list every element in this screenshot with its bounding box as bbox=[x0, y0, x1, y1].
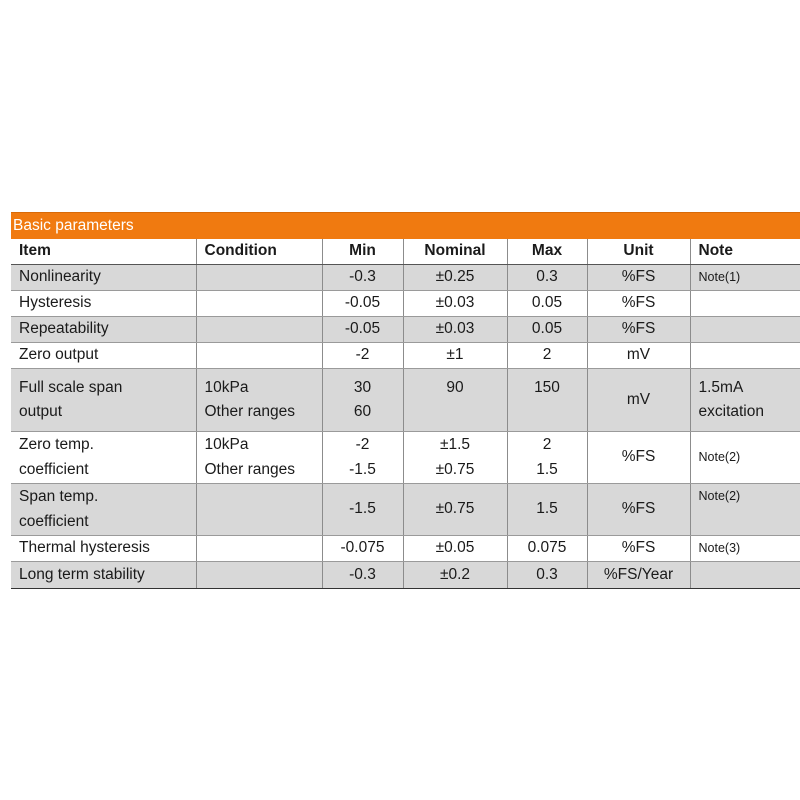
cell-item bbox=[11, 291, 196, 317]
cell-text: coefficient bbox=[19, 460, 89, 478]
cell-text: 2 bbox=[542, 346, 552, 364]
cell-text: ±1.5 bbox=[439, 436, 471, 453]
cell-max bbox=[507, 369, 587, 432]
cell-text: -2 bbox=[355, 436, 370, 453]
cell-text: mV bbox=[626, 390, 651, 408]
cell-text: ±0.25 bbox=[435, 268, 475, 286]
parameters-table bbox=[11, 239, 800, 589]
cell-unit bbox=[587, 317, 690, 343]
cell-text: 90 bbox=[446, 378, 464, 396]
cell-text: Other ranges bbox=[204, 403, 295, 420]
cell-text: Full scale span bbox=[19, 378, 123, 396]
cell-note bbox=[690, 291, 800, 317]
cell-unit bbox=[587, 536, 690, 562]
cell-text: ±0.75 bbox=[435, 500, 475, 518]
cell-condition bbox=[196, 432, 322, 484]
cell-text: 0.3 bbox=[536, 565, 558, 583]
cell-text: ±1 bbox=[446, 346, 464, 364]
cell-text: -0.05 bbox=[344, 294, 381, 312]
cell-condition bbox=[196, 317, 322, 343]
cell-text: 1.5 bbox=[536, 500, 558, 518]
cell-unit bbox=[587, 432, 690, 484]
cell-text: 2 bbox=[542, 436, 552, 453]
cell-item bbox=[11, 484, 196, 536]
cell-item bbox=[11, 536, 196, 562]
cell-text: 1.5 bbox=[536, 460, 558, 478]
cell-max bbox=[507, 265, 587, 291]
header-nominal: Nominal bbox=[403, 239, 507, 265]
cell-nominal bbox=[403, 432, 507, 484]
cell-text: output bbox=[19, 403, 63, 420]
cell-condition bbox=[196, 562, 322, 589]
cell-condition bbox=[196, 536, 322, 562]
cell-max bbox=[507, 432, 587, 484]
cell-item bbox=[11, 369, 196, 432]
cell-text: Zero output bbox=[19, 346, 99, 364]
header-note: Note bbox=[690, 239, 800, 265]
cell-max bbox=[507, 291, 587, 317]
cell-text: ±0.75 bbox=[435, 460, 475, 478]
table-row bbox=[11, 432, 800, 484]
cell-condition bbox=[196, 291, 322, 317]
cell-min bbox=[322, 536, 403, 562]
cell-text bbox=[508, 400, 587, 425]
cell-unit bbox=[587, 291, 690, 317]
header-condition: Condition bbox=[196, 239, 322, 265]
cell-max bbox=[507, 536, 587, 562]
cell-text: 1.5mA bbox=[698, 378, 744, 396]
cell-unit bbox=[587, 265, 690, 291]
basic-parameters-panel bbox=[11, 212, 800, 589]
cell-text: ±0.2 bbox=[439, 565, 471, 583]
cell-text: 0.3 bbox=[536, 268, 558, 286]
cell-nominal bbox=[403, 484, 507, 536]
header-unit: Unit bbox=[587, 239, 690, 265]
cell-text: %FS bbox=[621, 320, 656, 338]
cell-text: 30 bbox=[353, 378, 372, 396]
cell-text: -0.05 bbox=[344, 320, 381, 338]
cell-unit bbox=[587, 343, 690, 369]
cell-text: Note(2) bbox=[698, 450, 741, 465]
cell-note bbox=[690, 484, 800, 536]
cell-text: Long term stability bbox=[19, 565, 145, 583]
cell-text: -1.5 bbox=[349, 500, 376, 518]
cell-nominal bbox=[403, 317, 507, 343]
cell-text: Span temp. bbox=[19, 488, 99, 505]
cell-text: -0.075 bbox=[340, 539, 385, 557]
cell-note bbox=[690, 317, 800, 343]
table-row bbox=[11, 343, 800, 369]
cell-max bbox=[507, 343, 587, 369]
cell-item bbox=[11, 562, 196, 589]
cell-min bbox=[322, 291, 403, 317]
table-row bbox=[11, 536, 800, 562]
cell-text: %FS bbox=[621, 294, 656, 312]
cell-item bbox=[11, 343, 196, 369]
header-item: Item bbox=[11, 239, 196, 265]
cell-nominal bbox=[403, 562, 507, 589]
cell-text: Note(3) bbox=[698, 541, 741, 556]
cell-item bbox=[11, 265, 196, 291]
cell-unit bbox=[587, 562, 690, 589]
cell-max bbox=[507, 562, 587, 589]
cell-text: -0.3 bbox=[349, 565, 376, 583]
cell-note bbox=[690, 265, 800, 291]
cell-text: Zero temp. bbox=[19, 436, 94, 453]
cell-text: %FS/Year bbox=[603, 565, 674, 583]
cell-item bbox=[11, 317, 196, 343]
cell-nominal bbox=[403, 291, 507, 317]
cell-note bbox=[690, 369, 800, 432]
cell-text: ±0.05 bbox=[435, 539, 475, 557]
cell-text: Note(1) bbox=[698, 270, 741, 285]
cell-max bbox=[507, 484, 587, 536]
table-row bbox=[11, 369, 800, 432]
cell-min bbox=[322, 317, 403, 343]
cell-text: Repeatability bbox=[19, 320, 109, 338]
cell-text: excitation bbox=[698, 403, 764, 420]
cell-text: ±0.03 bbox=[435, 294, 475, 312]
cell-text: ±0.03 bbox=[435, 320, 475, 338]
header-min: Min bbox=[322, 239, 403, 265]
table-row bbox=[11, 265, 800, 291]
cell-text: %FS bbox=[621, 500, 656, 518]
cell-min bbox=[322, 343, 403, 369]
cell-text: Nonlinearity bbox=[19, 268, 101, 286]
cell-text: coefficient bbox=[19, 512, 89, 530]
cell-note bbox=[690, 562, 800, 589]
cell-nominal bbox=[403, 265, 507, 291]
cell-text: 0.05 bbox=[531, 294, 563, 312]
cell-text: 60 bbox=[353, 403, 372, 420]
cell-min bbox=[322, 369, 403, 432]
cell-min bbox=[322, 432, 403, 484]
cell-text: Note(2) bbox=[698, 489, 741, 503]
cell-note bbox=[690, 432, 800, 484]
cell-text: mV bbox=[626, 346, 651, 364]
cell-condition bbox=[196, 369, 322, 432]
cell-note bbox=[690, 536, 800, 562]
cell-text: Thermal hysteresis bbox=[19, 539, 150, 557]
cell-condition bbox=[196, 265, 322, 291]
table-row bbox=[11, 562, 800, 589]
cell-min bbox=[322, 265, 403, 291]
cell-text: %FS bbox=[621, 539, 656, 557]
cell-text: -0.3 bbox=[349, 268, 376, 286]
cell-text: Hysteresis bbox=[19, 294, 92, 312]
table-row bbox=[11, 317, 800, 343]
cell-nominal bbox=[403, 369, 507, 432]
cell-note bbox=[690, 343, 800, 369]
cell-text: 10kPa bbox=[204, 378, 249, 396]
cell-max bbox=[507, 317, 587, 343]
cell-condition bbox=[196, 484, 322, 536]
table-header-row bbox=[11, 239, 800, 265]
cell-text: -1.5 bbox=[349, 460, 376, 478]
cell-item bbox=[11, 432, 196, 484]
cell-text: %FS bbox=[621, 448, 656, 466]
cell-min bbox=[322, 484, 403, 536]
cell-text: %FS bbox=[621, 268, 656, 286]
header-max: Max bbox=[507, 239, 587, 265]
cell-text: Other ranges bbox=[204, 460, 295, 478]
cell-text: 10kPa bbox=[204, 436, 249, 453]
section-title: Basic parameters bbox=[11, 212, 800, 239]
cell-text: -2 bbox=[355, 346, 370, 364]
cell-condition bbox=[196, 343, 322, 369]
table-row bbox=[11, 291, 800, 317]
cell-unit bbox=[587, 484, 690, 536]
cell-text: 0.05 bbox=[531, 320, 563, 338]
cell-nominal bbox=[403, 536, 507, 562]
cell-text bbox=[404, 400, 507, 425]
cell-nominal bbox=[403, 343, 507, 369]
table-row bbox=[11, 484, 800, 536]
cell-unit bbox=[587, 369, 690, 432]
cell-text: 150 bbox=[534, 378, 560, 396]
cell-text: 0.075 bbox=[527, 539, 567, 557]
cell-min bbox=[322, 562, 403, 589]
